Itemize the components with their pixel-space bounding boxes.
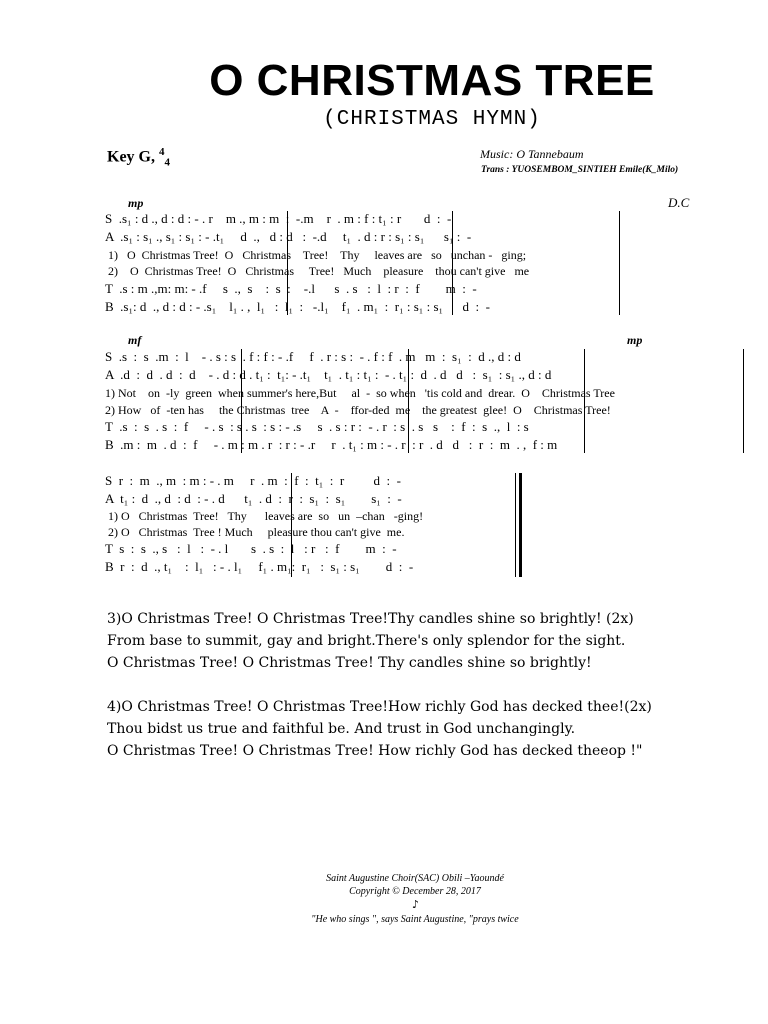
time-signature-top: 4 <box>159 146 165 158</box>
music-credit: Music: O Tannebaum <box>480 147 584 161</box>
tenor-line: T .s : s . s : f - . s : s . s : s : - .s s . s : r : - . r : s . s s : f : s ., l : s <box>105 419 529 434</box>
bass-line: B .m : m . d : f - . m : m . r : r : - .r r . t₁ : m : - . r : r . d d : r : m . , f : m <box>105 437 558 452</box>
page-title: O CHRISTMAS TREE <box>209 56 655 105</box>
key-signature <box>107 146 170 169</box>
soprano-line: S .s₁ : d ., d : d : - . r m ., m : m : -.m r . m : f : t₁ : r d : - <box>105 211 452 226</box>
bar-line <box>287 211 288 315</box>
verse-line: 4)O Christmas Tree! O Christmas Tree!How richly God has decked thee!(2x) <box>107 699 652 715</box>
soprano-line: S .s : s .m : l - . s : s . f : f : - .f f . r : s : - . f : f . m m : s₁ : d ., d : d <box>105 349 521 364</box>
bass-line: B r : d ., t₁ : l₁ : - . l₁ f₁ . m₁: r₁ : s₁ : s₁ d : - <box>105 559 414 574</box>
alto-line: A .d : d . d : d - . d : d . t₁ : t₁: - .t₁ t₁ . t₁ : t₁ : - . t₁ : d . d d : s₁ : s₁ ., d : d <box>105 367 552 382</box>
verse-line: 3)O Christmas Tree! O Christmas Tree!Thy candles shine so brightly! (2x) <box>107 611 634 627</box>
dynamic-marking: mf <box>128 333 142 347</box>
footer-copyright: Copyright © December 28, 2017 <box>349 886 481 897</box>
footer-quote: "He who sings ", says Saint Augustine, "prays twice <box>311 914 519 925</box>
tenor-line: T s : s ., s : l : - . l s . s : l : r : f m : - <box>105 541 397 556</box>
bar-line <box>241 349 242 453</box>
verse-line: From base to summit, gay and bright.There's only splendor for the sight. <box>107 633 626 649</box>
lyrics-verse-2: 2) O Christmas Tree! O Christmas Tree! Much pleasure thou can't give me <box>105 264 530 278</box>
time-signature-bottom: 4 <box>164 156 170 169</box>
dynamic-marking: mp <box>128 196 144 210</box>
music-note-icon: ♪ <box>412 898 420 911</box>
bar-line <box>584 349 585 453</box>
lyrics-verse-2: 2) How of -ten has the Christmas tree A - ffor-ded me the greatest glee! O Christmas Tree! <box>105 403 611 417</box>
footer-choir: Saint Augustine Choir(SAC) Obili –Yaoundé <box>326 873 504 884</box>
soprano-line: S r : m ., m : m : - . m r . m : f : t₁ : r d : - <box>105 473 401 488</box>
lyrics-verse-2: 2) O Christmas Tree ! Much pleasure thou can't give me. <box>105 525 405 539</box>
dynamic-marking: mp <box>627 333 643 347</box>
final-bar-line <box>519 473 522 577</box>
verse-line: O Christmas Tree! O Christmas Tree! How richly God has decked theeop !" <box>107 743 643 759</box>
lyrics-verse-1: 1) Not on -ly green when summer's here,But al - so when 'tis cold and drear. O Christmas Tree <box>105 386 615 400</box>
lyrics-verse-1: 1) O Christmas Tree! O Christmas Tree! Thy leaves are so unchan - ging; <box>105 248 527 262</box>
key-label: Key G, <box>107 148 155 166</box>
alto-line: A .s₁ : s₁ ., s₁ : s₁ : - .t₁ d ., d : d : -.d t₁ . d : r : s₁ : s₁ s₁ : - <box>105 229 472 244</box>
verse-line: O Christmas Tree! O Christmas Tree! Thy candles shine so brightly! <box>107 655 592 671</box>
bar-line <box>619 211 620 315</box>
alto-line: A t₁ : d ., d : d : - . d t₁ . d : r : s₁ : s₁ s₁ : - <box>105 491 402 506</box>
translator-credit: Trans : YUOSEMBOM_SINTIEH Emile(K_Milo) <box>481 165 679 175</box>
bar-line <box>291 473 292 577</box>
verse-line: Thou bidst us true and faithful be. And trust in God unchangingly. <box>107 721 576 737</box>
tenor-line: T .s : m .,m: m: - .f s ., s : s : -.l s . s : l : r : f m : - <box>105 281 477 296</box>
page-subtitle: (CHRISTMAS HYMN) <box>323 108 541 131</box>
bar-line <box>408 349 409 453</box>
dc-marking: D.C <box>668 195 690 210</box>
bar-line <box>743 349 744 453</box>
bass-line: B .s₁: d ., d : d : - .s₁ l₁ . , l₁ : l₁ : -.l₁ f₁ . m₁ : r₁ : s₁ : s₁ d : - <box>105 299 490 314</box>
bar-line <box>515 473 516 577</box>
lyrics-verse-1: 1) O Christmas Tree! Thy leaves are so un –chan -ging! <box>105 509 424 523</box>
bar-line <box>452 211 453 315</box>
